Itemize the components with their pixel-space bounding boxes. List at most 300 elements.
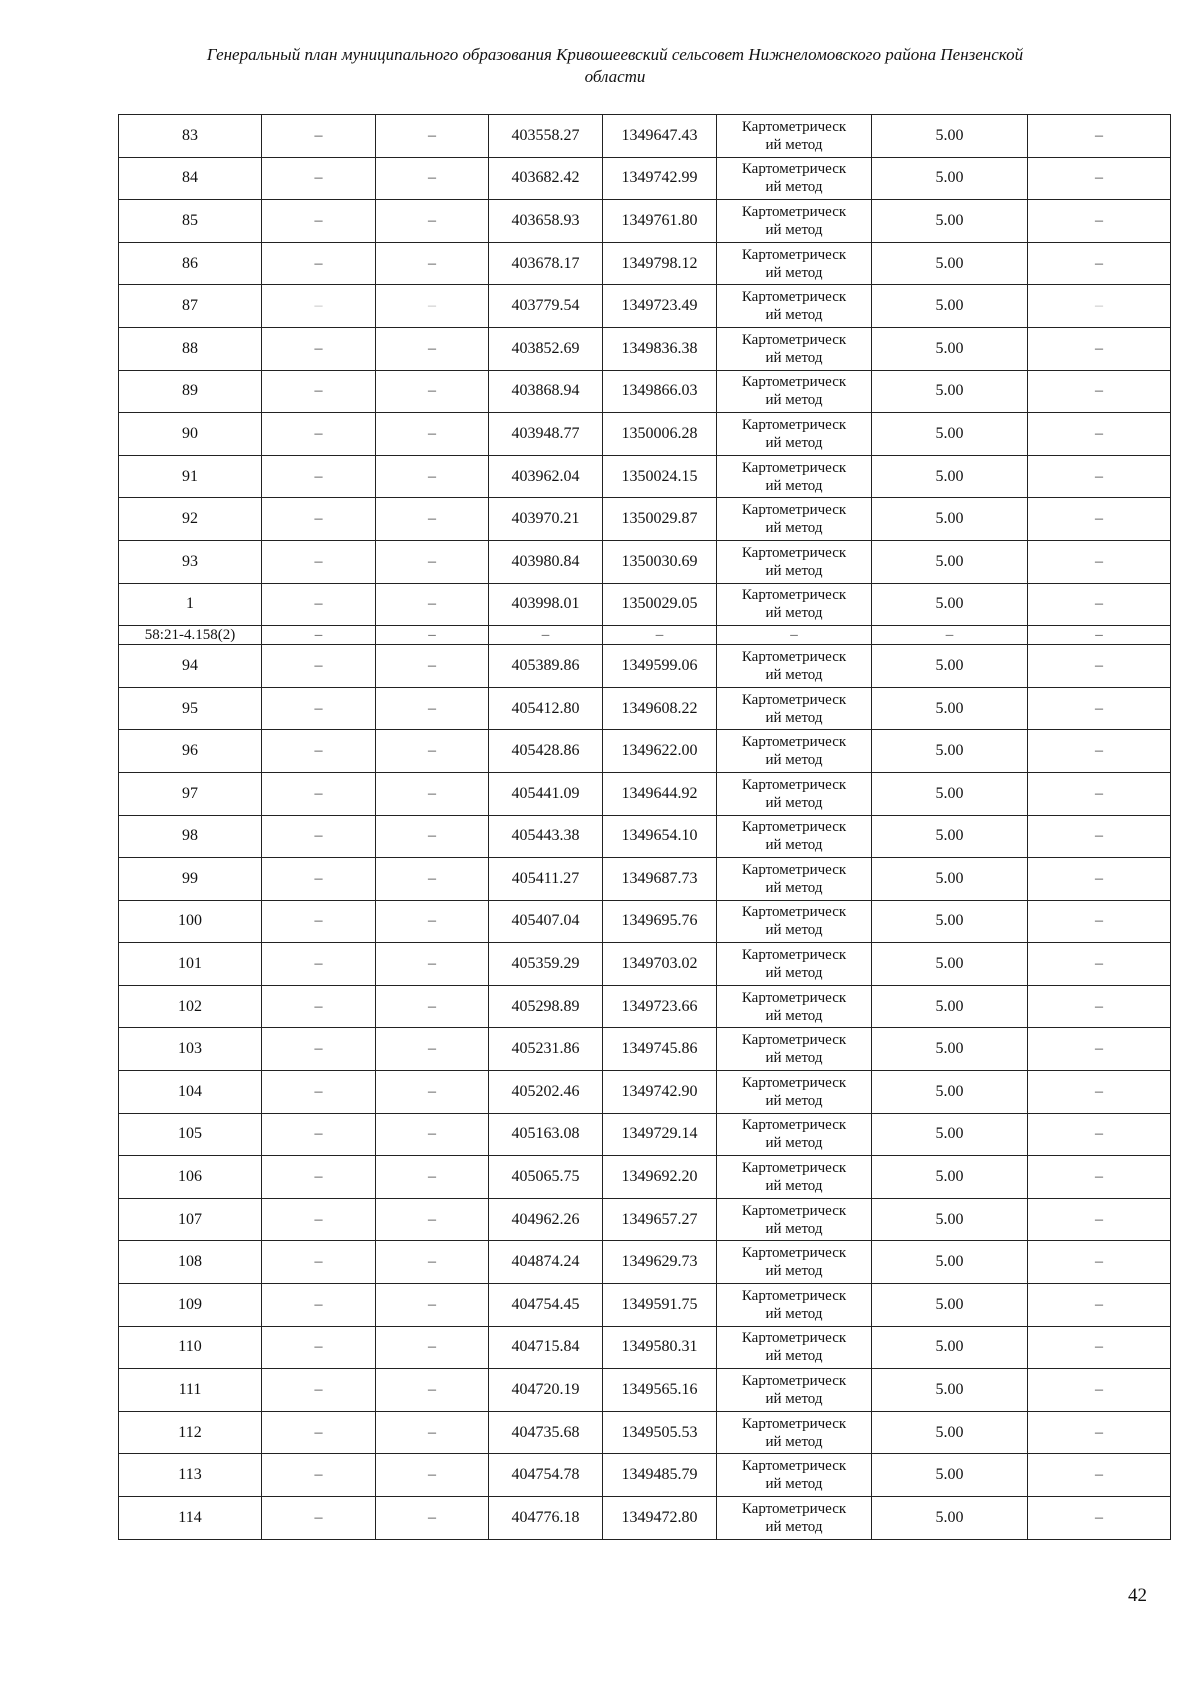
empty-value-dash: – xyxy=(262,1241,376,1284)
empty-value-dash: – xyxy=(376,242,489,285)
empty-value-dash: – xyxy=(1028,455,1171,498)
empty-value-dash: – xyxy=(262,327,376,370)
accuracy-value: 5.00 xyxy=(872,498,1028,541)
table-row xyxy=(119,455,1171,498)
method-cell xyxy=(717,687,872,730)
point-number: 108 xyxy=(119,1241,262,1284)
method-cell xyxy=(717,370,872,413)
method-line-2: ий метод xyxy=(765,709,823,726)
empty-value-dash: – xyxy=(376,1156,489,1199)
empty-value-dash: – xyxy=(376,1028,489,1071)
empty-value-dash: – xyxy=(376,157,489,200)
page-number: 42 xyxy=(1128,1585,1147,1606)
accuracy-value: 5.00 xyxy=(872,943,1028,986)
coordinate-x: 404776.18 xyxy=(489,1497,603,1540)
method-line-1: Картометрическ xyxy=(741,161,847,178)
coordinate-x: 405441.09 xyxy=(489,772,603,815)
coordinates-table xyxy=(118,114,1171,1540)
method-cell xyxy=(717,583,872,626)
empty-value-dash: – xyxy=(1028,1071,1171,1114)
method-line-2: ий метод xyxy=(765,1092,823,1109)
empty-value-dash: – xyxy=(376,1497,489,1540)
accuracy-value: 5.00 xyxy=(872,772,1028,815)
method-line-2: ий метод xyxy=(765,752,823,769)
empty-value-dash: – xyxy=(1028,772,1171,815)
empty-value-dash: – xyxy=(376,1369,489,1412)
point-number: 98 xyxy=(119,815,262,858)
empty-value-dash: – xyxy=(1028,1028,1171,1071)
empty-value-dash: – xyxy=(376,1284,489,1327)
method-line-1: Картометрическ xyxy=(741,1415,847,1432)
point-number: 106 xyxy=(119,1156,262,1199)
method-cell xyxy=(717,327,872,370)
empty-value-dash: – xyxy=(262,1028,376,1071)
empty-value-dash: – xyxy=(262,540,376,583)
empty-value-dash: – xyxy=(376,583,489,626)
empty-value-dash: – xyxy=(1028,815,1171,858)
method-cell xyxy=(717,1497,872,1540)
point-number: 88 xyxy=(119,327,262,370)
empty-value-dash: – xyxy=(1028,730,1171,773)
method-line-1: Картометрическ xyxy=(741,734,847,751)
method-line-2: ий метод xyxy=(765,392,823,409)
point-number: 104 xyxy=(119,1071,262,1114)
empty-value-dash: – xyxy=(1028,413,1171,456)
empty-value-dash: – xyxy=(376,985,489,1028)
coordinate-y: 1349657.27 xyxy=(603,1198,717,1241)
method-line-1: Картометрическ xyxy=(741,989,847,1006)
empty-value-dash: – xyxy=(262,1071,376,1114)
coordinate-y: 1349745.86 xyxy=(603,1028,717,1071)
accuracy-value: 5.00 xyxy=(872,1028,1028,1071)
coordinate-y: 1349703.02 xyxy=(603,943,717,986)
empty-value-dash: – xyxy=(1028,327,1171,370)
coordinate-x: 405298.89 xyxy=(489,985,603,1028)
empty-value-dash: – xyxy=(262,687,376,730)
point-number: 91 xyxy=(119,455,262,498)
method-cell xyxy=(717,1369,872,1412)
table-row xyxy=(119,370,1171,413)
empty-value-dash: – xyxy=(262,1113,376,1156)
table-row xyxy=(119,900,1171,943)
empty-value-dash: – xyxy=(262,1326,376,1369)
table-row xyxy=(119,985,1171,1028)
coordinate-x: 404754.45 xyxy=(489,1284,603,1327)
point-number: 112 xyxy=(119,1411,262,1454)
coordinate-y: 1349836.38 xyxy=(603,327,717,370)
coordinate-y: 1349644.92 xyxy=(603,772,717,815)
coordinate-x: 403558.27 xyxy=(489,115,603,158)
method-line-1: Картометрическ xyxy=(741,904,847,921)
coordinate-y: 1350029.05 xyxy=(603,583,717,626)
method-line-1: Картометрическ xyxy=(741,1287,847,1304)
method-line-1: Картометрическ xyxy=(741,819,847,836)
empty-value-dash: – xyxy=(1028,900,1171,943)
empty-value-dash: – xyxy=(1028,985,1171,1028)
accuracy-value: 5.00 xyxy=(872,200,1028,243)
method-line-2: ий метод xyxy=(765,794,823,811)
coordinate-y: 1349695.76 xyxy=(603,900,717,943)
empty-value-dash: – xyxy=(262,858,376,901)
coordinate-x: 404754.78 xyxy=(489,1454,603,1497)
table-row xyxy=(119,1284,1171,1327)
coordinate-y: 1349866.03 xyxy=(603,370,717,413)
empty-value-dash: – xyxy=(262,943,376,986)
accuracy-value: 5.00 xyxy=(872,1156,1028,1199)
coordinate-y: 1349654.10 xyxy=(603,815,717,858)
method-cell xyxy=(717,858,872,901)
empty-value-dash: – xyxy=(376,858,489,901)
table-row xyxy=(119,1454,1171,1497)
point-number: 94 xyxy=(119,645,262,688)
method-line-1: Картометрическ xyxy=(741,1074,847,1091)
accuracy-value: 5.00 xyxy=(872,285,1028,328)
accuracy-value: 5.00 xyxy=(872,645,1028,688)
method-cell xyxy=(717,1284,872,1327)
empty-value-dash: – xyxy=(603,626,717,645)
table-row xyxy=(119,498,1171,541)
coordinate-x: 404962.26 xyxy=(489,1198,603,1241)
table-row xyxy=(119,772,1171,815)
coordinate-y: 1349729.14 xyxy=(603,1113,717,1156)
empty-value-dash: – xyxy=(262,157,376,200)
empty-value-dash: – xyxy=(376,455,489,498)
empty-value-dash: – xyxy=(376,645,489,688)
point-number: 105 xyxy=(119,1113,262,1156)
point-number: 99 xyxy=(119,858,262,901)
empty-value-dash: – xyxy=(262,730,376,773)
empty-value-dash: – xyxy=(376,1198,489,1241)
coordinate-y: 1349647.43 xyxy=(603,115,717,158)
empty-value-dash: – xyxy=(1028,858,1171,901)
empty-value-dash: – xyxy=(376,200,489,243)
empty-value-dash: – xyxy=(1028,1156,1171,1199)
empty-value-dash: – xyxy=(376,626,489,645)
empty-value-dash: – xyxy=(717,626,872,645)
coordinate-y: 1349591.75 xyxy=(603,1284,717,1327)
method-line-1: Картометрическ xyxy=(741,459,847,476)
method-line-1: Картометрическ xyxy=(741,587,847,604)
method-line-2: ий метод xyxy=(765,1007,823,1024)
method-cell xyxy=(717,1241,872,1284)
coordinate-y: 1349505.53 xyxy=(603,1411,717,1454)
coordinate-x: 405407.04 xyxy=(489,900,603,943)
method-line-1: Картометрическ xyxy=(741,1202,847,1219)
empty-value-dash: – xyxy=(376,413,489,456)
empty-value-dash: – xyxy=(376,1071,489,1114)
method-line-2: ий метод xyxy=(765,1178,823,1195)
coordinate-x: 405359.29 xyxy=(489,943,603,986)
empty-value-dash: – xyxy=(1028,1454,1171,1497)
accuracy-value: 5.00 xyxy=(872,1198,1028,1241)
empty-value-dash: – xyxy=(1028,1241,1171,1284)
method-line-1: Картометрическ xyxy=(741,1373,847,1390)
coordinate-x: 405163.08 xyxy=(489,1113,603,1156)
empty-value-dash: – xyxy=(1028,943,1171,986)
method-cell xyxy=(717,200,872,243)
method-line-2: ий метод xyxy=(765,837,823,854)
method-cell xyxy=(717,1156,872,1199)
empty-value-dash: – xyxy=(489,626,603,645)
method-line-1: Картометрическ xyxy=(741,1032,847,1049)
empty-value-dash: – xyxy=(262,498,376,541)
coordinate-y: 1350030.69 xyxy=(603,540,717,583)
method-line-1: Картометрическ xyxy=(741,118,847,135)
method-line-2: ий метод xyxy=(765,307,823,324)
accuracy-value: 5.00 xyxy=(872,157,1028,200)
method-line-2: ий метод xyxy=(765,879,823,896)
page-header xyxy=(110,44,1120,88)
coordinate-x: 405065.75 xyxy=(489,1156,603,1199)
accuracy-value: 5.00 xyxy=(872,1369,1028,1412)
accuracy-value: 5.00 xyxy=(872,370,1028,413)
method-line-2: ий метод xyxy=(765,1305,823,1322)
empty-value-dash: – xyxy=(376,943,489,986)
table-row xyxy=(119,1156,1171,1199)
empty-value-dash: – xyxy=(1028,285,1171,328)
empty-value-dash: – xyxy=(262,1411,376,1454)
empty-value-dash: – xyxy=(376,1411,489,1454)
empty-value-dash: – xyxy=(1028,687,1171,730)
method-cell xyxy=(717,1454,872,1497)
empty-value-dash: – xyxy=(376,1326,489,1369)
empty-value-dash: – xyxy=(1028,1284,1171,1327)
point-number: 114 xyxy=(119,1497,262,1540)
point-number: 101 xyxy=(119,943,262,986)
coordinate-x: 405389.86 xyxy=(489,645,603,688)
coordinate-x: 404874.24 xyxy=(489,1241,603,1284)
method-line-2: ий метод xyxy=(765,349,823,366)
point-number: 1 xyxy=(119,583,262,626)
coordinate-x: 403868.94 xyxy=(489,370,603,413)
coordinate-y: 1349742.90 xyxy=(603,1071,717,1114)
method-line-2: ий метод xyxy=(765,264,823,281)
empty-value-dash: – xyxy=(376,370,489,413)
empty-value-dash: – xyxy=(262,985,376,1028)
point-number: 110 xyxy=(119,1326,262,1369)
method-cell xyxy=(717,985,872,1028)
table-row xyxy=(119,1326,1171,1369)
table-row xyxy=(119,285,1171,328)
method-line-1: Картометрическ xyxy=(741,648,847,665)
empty-value-dash: – xyxy=(1028,1497,1171,1540)
method-cell xyxy=(717,115,872,158)
point-number: 107 xyxy=(119,1198,262,1241)
empty-value-dash: – xyxy=(1028,626,1171,645)
method-line-1: Картометрическ xyxy=(741,246,847,263)
coordinate-x: 404720.19 xyxy=(489,1369,603,1412)
table-row xyxy=(119,157,1171,200)
method-line-1: Картометрическ xyxy=(741,1458,847,1475)
table-row xyxy=(119,687,1171,730)
coordinate-x: 403779.54 xyxy=(489,285,603,328)
point-number: 96 xyxy=(119,730,262,773)
method-line-1: Картометрическ xyxy=(741,1160,847,1177)
method-cell xyxy=(717,413,872,456)
method-line-2: ий метод xyxy=(765,1220,823,1237)
accuracy-value: 5.00 xyxy=(872,1113,1028,1156)
empty-value-dash: – xyxy=(376,772,489,815)
method-cell xyxy=(717,455,872,498)
method-cell xyxy=(717,1113,872,1156)
table-row xyxy=(119,1028,1171,1071)
empty-value-dash: – xyxy=(262,370,376,413)
method-line-2: ий метод xyxy=(765,221,823,238)
method-line-2: ий метод xyxy=(765,520,823,537)
table-row xyxy=(119,115,1171,158)
method-cell xyxy=(717,730,872,773)
coordinate-y: 1349761.80 xyxy=(603,200,717,243)
empty-value-dash: – xyxy=(1028,157,1171,200)
method-line-2: ий метод xyxy=(765,1263,823,1280)
empty-value-dash: – xyxy=(262,1156,376,1199)
method-line-1: Картометрическ xyxy=(741,947,847,964)
section-row xyxy=(119,626,1171,645)
empty-value-dash: – xyxy=(262,900,376,943)
method-line-2: ий метод xyxy=(765,666,823,683)
table-row xyxy=(119,943,1171,986)
accuracy-value: 5.00 xyxy=(872,583,1028,626)
coordinate-y: 1349599.06 xyxy=(603,645,717,688)
method-line-2: ий метод xyxy=(765,922,823,939)
method-line-1: Картометрическ xyxy=(741,1330,847,1347)
coordinate-x: 403658.93 xyxy=(489,200,603,243)
coordinate-x: 403998.01 xyxy=(489,583,603,626)
method-cell xyxy=(717,943,872,986)
empty-value-dash: – xyxy=(262,645,376,688)
accuracy-value: 5.00 xyxy=(872,900,1028,943)
method-line-1: Картометрическ xyxy=(741,1500,847,1517)
method-cell xyxy=(717,645,872,688)
point-number: 95 xyxy=(119,687,262,730)
accuracy-value: 5.00 xyxy=(872,985,1028,1028)
point-number: 85 xyxy=(119,200,262,243)
point-number: 83 xyxy=(119,115,262,158)
accuracy-value: 5.00 xyxy=(872,413,1028,456)
coordinate-y: 1350006.28 xyxy=(603,413,717,456)
point-number: 113 xyxy=(119,1454,262,1497)
accuracy-value: 5.00 xyxy=(872,540,1028,583)
coordinate-x: 404715.84 xyxy=(489,1326,603,1369)
method-line-1: Картометрическ xyxy=(741,1117,847,1134)
empty-value-dash: – xyxy=(262,1454,376,1497)
method-cell xyxy=(717,1326,872,1369)
method-cell xyxy=(717,242,872,285)
accuracy-value: 5.00 xyxy=(872,730,1028,773)
empty-value-dash: – xyxy=(262,115,376,158)
coordinate-x: 403962.04 xyxy=(489,455,603,498)
empty-value-dash: – xyxy=(376,285,489,328)
point-number: 93 xyxy=(119,540,262,583)
point-number: 97 xyxy=(119,772,262,815)
table-row xyxy=(119,1241,1171,1284)
point-number: 103 xyxy=(119,1028,262,1071)
method-cell xyxy=(717,540,872,583)
coordinate-y: 1349608.22 xyxy=(603,687,717,730)
coordinate-x: 405202.46 xyxy=(489,1071,603,1114)
coordinate-x: 403678.17 xyxy=(489,242,603,285)
coordinate-x: 405231.86 xyxy=(489,1028,603,1071)
header-line-2: области xyxy=(584,67,646,86)
empty-value-dash: – xyxy=(262,200,376,243)
accuracy-value: 5.00 xyxy=(872,455,1028,498)
accuracy-value: 5.00 xyxy=(872,327,1028,370)
table-row xyxy=(119,730,1171,773)
method-cell xyxy=(717,1028,872,1071)
accuracy-value: 5.00 xyxy=(872,1071,1028,1114)
coordinate-y: 1350029.87 xyxy=(603,498,717,541)
empty-value-dash: – xyxy=(262,1369,376,1412)
coordinate-x: 403852.69 xyxy=(489,327,603,370)
point-number: 90 xyxy=(119,413,262,456)
coordinates-table-body xyxy=(119,115,1171,1540)
empty-value-dash: – xyxy=(262,583,376,626)
accuracy-value: 5.00 xyxy=(872,1497,1028,1540)
point-number: 102 xyxy=(119,985,262,1028)
accuracy-value: 5.00 xyxy=(872,115,1028,158)
empty-value-dash: – xyxy=(376,1113,489,1156)
header-line-1: Генеральный план муниципального образования Кривошеевский сельсовет Нижнеломовского района Пензенской xyxy=(206,45,1024,64)
table-row xyxy=(119,1497,1171,1540)
table-row xyxy=(119,815,1171,858)
coordinate-y: 1349472.80 xyxy=(603,1497,717,1540)
table-row xyxy=(119,413,1171,456)
table-row xyxy=(119,540,1171,583)
method-line-1: Картометрическ xyxy=(741,289,847,306)
method-cell xyxy=(717,1071,872,1114)
accuracy-value: 5.00 xyxy=(872,687,1028,730)
method-line-2: ий метод xyxy=(765,1050,823,1067)
empty-value-dash: – xyxy=(262,1284,376,1327)
coordinate-x: 403980.84 xyxy=(489,540,603,583)
method-cell xyxy=(717,1198,872,1241)
empty-value-dash: – xyxy=(1028,1326,1171,1369)
empty-value-dash: – xyxy=(1028,200,1171,243)
table-row xyxy=(119,1071,1171,1114)
accuracy-value: 5.00 xyxy=(872,1411,1028,1454)
empty-value-dash: – xyxy=(1028,1113,1171,1156)
method-cell xyxy=(717,285,872,328)
empty-value-dash: – xyxy=(376,730,489,773)
method-line-1: Картометрическ xyxy=(741,1245,847,1262)
table-row xyxy=(119,242,1171,285)
coordinate-x: 403948.77 xyxy=(489,413,603,456)
empty-value-dash: – xyxy=(262,772,376,815)
coordinate-y: 1349580.31 xyxy=(603,1326,717,1369)
table-row xyxy=(119,1113,1171,1156)
accuracy-value: 5.00 xyxy=(872,815,1028,858)
empty-value-dash: – xyxy=(262,626,376,645)
empty-value-dash: – xyxy=(1028,583,1171,626)
empty-value-dash: – xyxy=(376,327,489,370)
empty-value-dash: – xyxy=(376,1241,489,1284)
empty-value-dash: – xyxy=(262,815,376,858)
method-line-2: ий метод xyxy=(765,477,823,494)
empty-value-dash: – xyxy=(1028,1369,1171,1412)
point-number: 109 xyxy=(119,1284,262,1327)
coordinate-y: 1349622.00 xyxy=(603,730,717,773)
empty-value-dash: – xyxy=(376,1454,489,1497)
method-cell xyxy=(717,498,872,541)
point-number: 89 xyxy=(119,370,262,413)
coordinate-y: 1349485.79 xyxy=(603,1454,717,1497)
accuracy-value: 5.00 xyxy=(872,242,1028,285)
empty-value-dash: – xyxy=(262,242,376,285)
method-line-1: Картометрическ xyxy=(741,691,847,708)
empty-value-dash: – xyxy=(262,455,376,498)
method-line-2: ий метод xyxy=(765,136,823,153)
coordinate-y: 1349565.16 xyxy=(603,1369,717,1412)
